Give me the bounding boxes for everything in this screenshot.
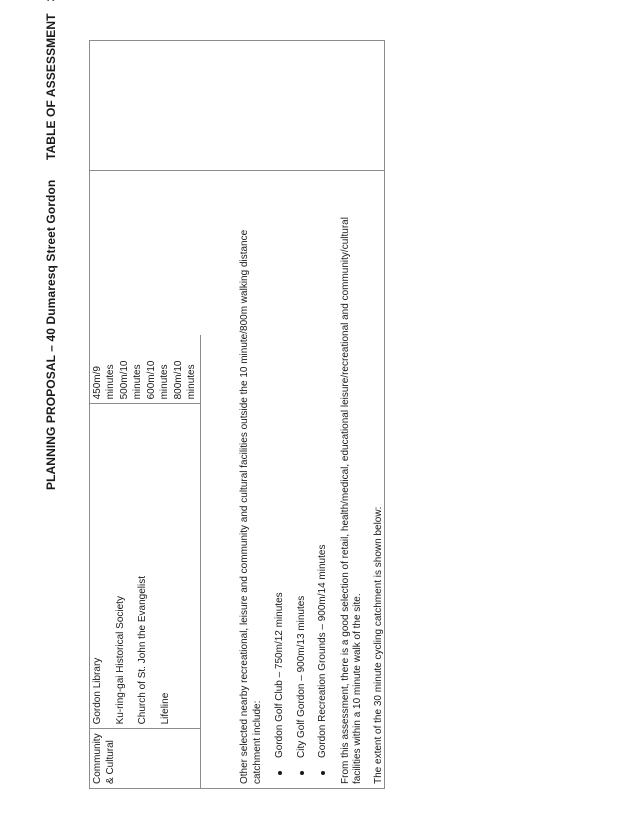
document-title: PLANNING PROPOSAL – 40 Dumaresq Street Gordon: [44, 179, 58, 490]
facilities-cell: [90, 404, 201, 729]
intro-paragraph: Other selected nearby recreational, leisure and community and cultural facilities outside the 10 minute/800m walking distance catchment include:: [239, 229, 263, 784]
category-cell: [90, 729, 201, 788]
section-title: TABLE OF ASSESSMENT: [44, 13, 58, 160]
assessment-paragraph: From this assessment, there is a good selection of retail, health/medical, educational leisure/recreational and community/cultural facilities within a 10 minute walk of the site.: [339, 217, 363, 784]
column-divider: [90, 170, 384, 171]
facility-name: Lifeline: [159, 692, 171, 725]
facility-bullet-list: [274, 184, 330, 784]
facility-name: Ku-ring-gai Historical Society: [114, 596, 126, 725]
body-text: [239, 184, 385, 784]
table-row: [90, 335, 201, 788]
list-item: [317, 184, 330, 784]
facility-distance: 500m/10 minutes: [119, 360, 143, 400]
distance-cell: [90, 335, 201, 404]
closing-paragraph: The extent of the 30 minute cycling catchment is shown below:: [372, 506, 384, 784]
facility-name: Gordon Library: [92, 657, 103, 725]
page-number: [44, 0, 58, 1]
list-item-text: Gordon Golf Club – 750m/12 minutes: [274, 592, 285, 758]
bullet-icon: [278, 771, 282, 775]
assessment-frame: [89, 40, 385, 789]
page-header-right: [44, 0, 58, 160]
list-item: [296, 184, 309, 784]
facilities-table: [90, 335, 201, 788]
bullet-icon: [300, 771, 304, 775]
facility-distance: 450m/9 minutes: [92, 364, 116, 400]
category-label: Community & Cultural: [92, 733, 116, 784]
list-item-text: Gordon Recreation Grounds – 900m/14 minutes: [317, 544, 328, 758]
bullet-icon: [321, 771, 325, 775]
list-item-text: City Golf Gordon – 900m/13 minutes: [295, 595, 307, 758]
facility-distance: 800m/10 minutes: [173, 360, 197, 400]
list-item: [274, 184, 287, 784]
facility-name: Church of St. John the Evangelist: [137, 576, 148, 725]
facility-distance: 600m/10 minutes: [146, 360, 170, 400]
